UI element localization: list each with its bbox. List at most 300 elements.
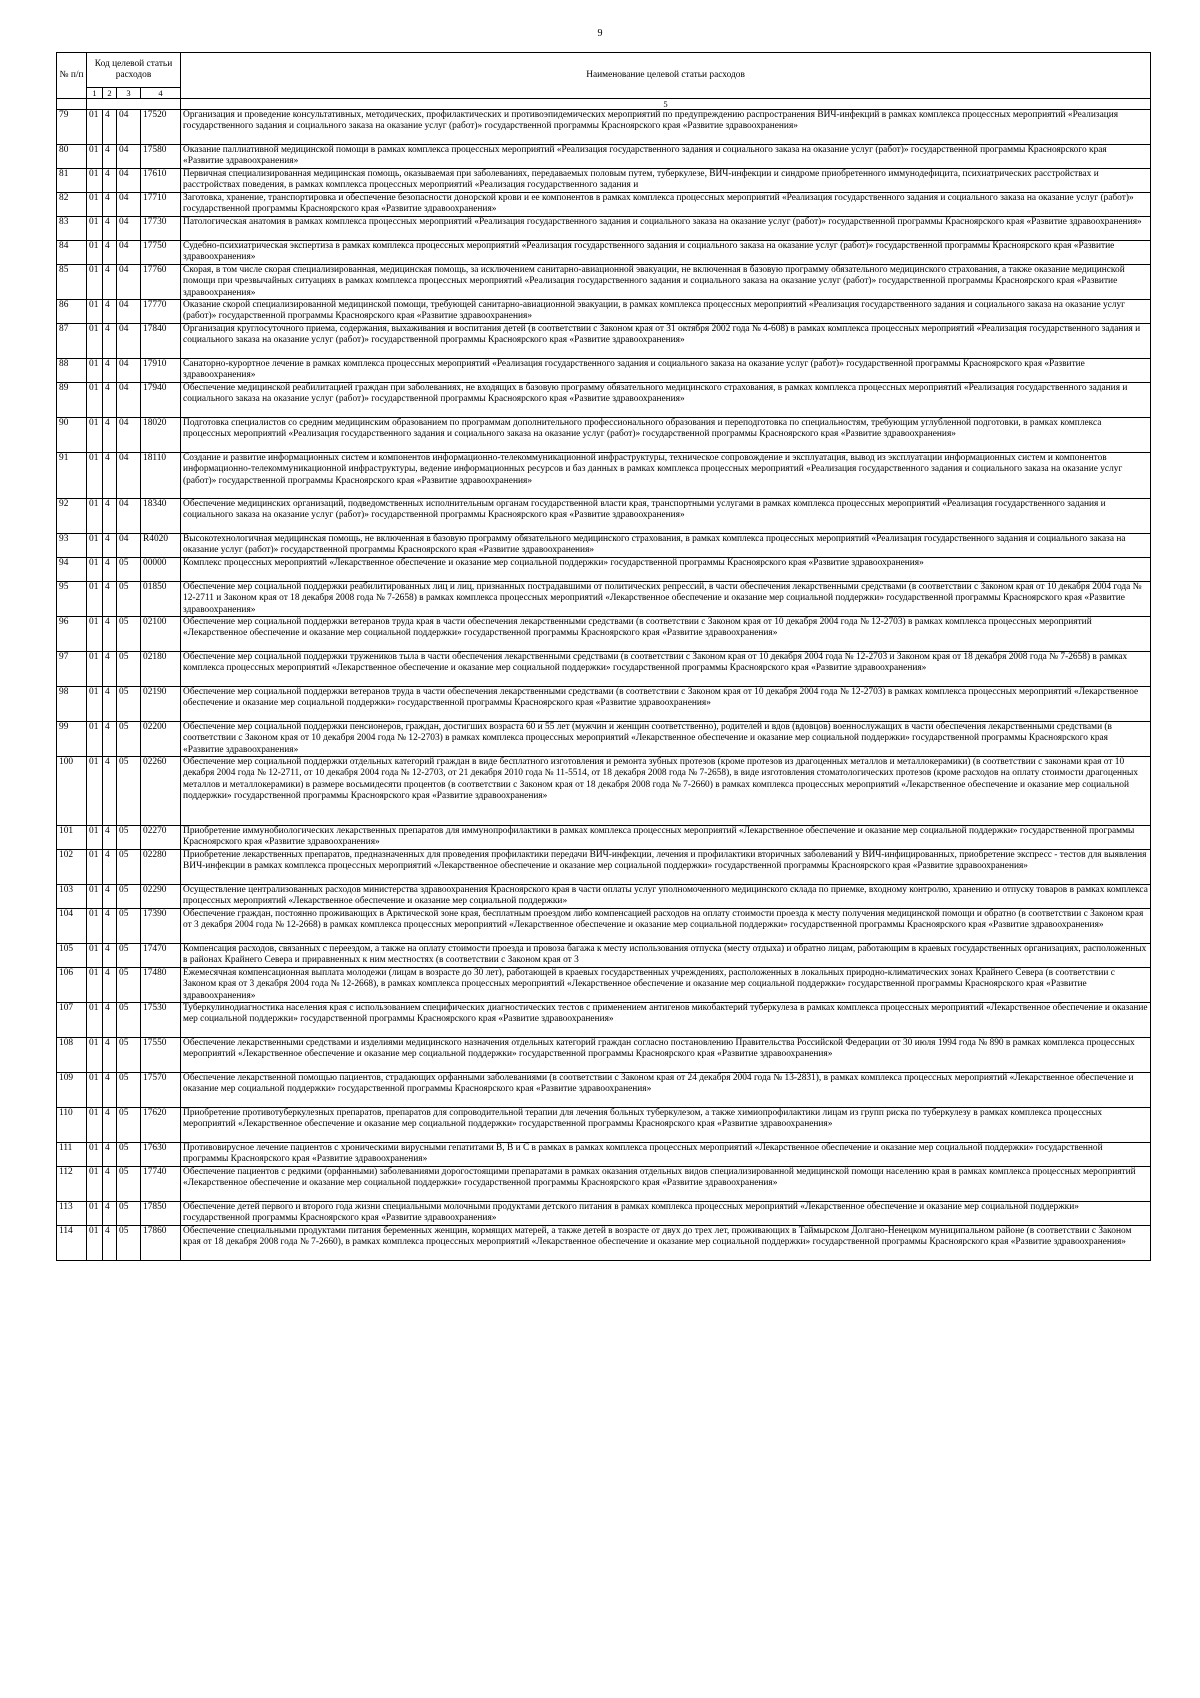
code-program: 01 xyxy=(87,169,103,193)
row-description-text: Приобретение иммунобиологических лекарственных препаратов для иммунопрофилактики в рамках комплекса процессных мероприятий «Лекарственное обеспечение и оказание мер социальной поддержки» государственной программы Красноярского края «Развитие здравоохранения» xyxy=(183,826,1135,848)
row-number: 93 xyxy=(57,534,87,558)
row-description-text: Туберкулинодиагностика населения края с использованием специфических диагностических тестов с применением антигенов микобактерий туберкулеза в рамках комплекса процессных мероприятий «Лекарственное обеспечение и оказание мер социальной поддержки» государственной программы Красноярского края «Развитие здравоохранения» xyxy=(183,1003,1148,1025)
code-direction: 18020 xyxy=(141,418,181,453)
code-direction: 17770 xyxy=(141,300,181,324)
header-num: № п/п xyxy=(57,53,87,99)
code-group: 04 xyxy=(117,110,141,145)
code-subprogram: 4 xyxy=(103,944,117,968)
table-row xyxy=(57,110,1151,145)
code-group: 04 xyxy=(117,169,141,193)
row-description xyxy=(181,652,1151,687)
row-description xyxy=(181,383,1151,418)
code-program: 01 xyxy=(87,582,103,617)
table-row xyxy=(57,145,1151,169)
row-description xyxy=(181,885,1151,909)
code-program: 01 xyxy=(87,1073,103,1108)
row-description xyxy=(181,968,1151,1003)
table-row xyxy=(57,1003,1151,1038)
code-group: 05 xyxy=(117,1202,141,1226)
code-subprogram: 4 xyxy=(103,1073,117,1108)
table-row xyxy=(57,418,1151,453)
code-program: 01 xyxy=(87,241,103,265)
row-description-text: Организация и проведение консультативных, методических, профилактических и противоэпидемических мероприятий по предупреждению распространения ВИЧ-инфекций в рамках комплекса процессных мероприятий «Реализация государственного задания и социального заказа на оказание услуг (работ)» государственной программы Красноярского края «Развитие здравоохранения» xyxy=(183,110,1119,132)
row-description-text: Патологическая анатомия в рамках комплекса процессных мероприятий «Реализация государственного задания и социального заказа на оказание услуг (работ)» государственной программы Красноярского края «Развитие здравоохранения» xyxy=(183,217,1142,227)
code-subprogram: 4 xyxy=(103,499,117,534)
code-subprogram: 4 xyxy=(103,383,117,418)
table-row xyxy=(57,453,1151,499)
code-direction: 17620 xyxy=(141,1108,181,1143)
code-subprogram: 4 xyxy=(103,558,117,582)
code-subprogram: 4 xyxy=(103,359,117,383)
row-description-text: Обеспечение медицинской реабилитацией граждан при заболеваниях, не входящих в базовую программу обязательного медицинского страхования, в рамках комплекса процессных мероприятий «Реализация государственного задания и социального заказа на оказание услуг (работ)» государственной программы Красноярского края «Развитие здравоохранения» xyxy=(183,383,1128,405)
row-description-text: Обеспечение детей первого и второго года жизни специальными молочными продуктами детского питания в рамках комплекса процессных мероприятий «Лекарственное обеспечение и оказание мер социальной поддержки» государственной программы Красноярского края «Развитие здравоохранения» xyxy=(183,1202,1079,1224)
code-group: 04 xyxy=(117,241,141,265)
code-group: 05 xyxy=(117,757,141,826)
row-number: 99 xyxy=(57,722,87,757)
code-program: 01 xyxy=(87,453,103,499)
code-program: 01 xyxy=(87,265,103,300)
code-subprogram: 4 xyxy=(103,1003,117,1038)
table-row xyxy=(57,265,1151,300)
col-num-spacer xyxy=(87,99,181,110)
row-description xyxy=(181,1003,1151,1038)
row-description-text: Обеспечение лекарственными средствами и изделиями медицинского назначения отдельных категорий граждан согласно постановлению Правительства Российской Федерации от 30 июля 1994 года № 890 в рамках комплекса процессных мероприятий «Лекарственное обеспечение и оказание мер социальной поддержки» государственной программы Красноярского края «Развитие здравоохранения» xyxy=(183,1038,1135,1060)
row-description-text: Обеспечение медицинских организаций, подведомственных исполнительным органам государственной власти края, транспортными услугами в рамках комплекса процессных мероприятий «Реализация государственного задания и социального заказа на оказание услуг (работ)» государственной программы Красноярского края «Развитие здравоохранения» xyxy=(183,499,1106,521)
code-direction: 02260 xyxy=(141,757,181,826)
code-direction: 02200 xyxy=(141,722,181,757)
code-group: 05 xyxy=(117,968,141,1003)
table-row xyxy=(57,217,1151,241)
table-row xyxy=(57,324,1151,359)
code-group: 04 xyxy=(117,534,141,558)
code-group: 05 xyxy=(117,826,141,850)
table-row xyxy=(57,652,1151,687)
row-number: 81 xyxy=(57,169,87,193)
row-number: 86 xyxy=(57,300,87,324)
col-num-4: 4 xyxy=(141,88,181,99)
table-row xyxy=(57,193,1151,217)
table-row xyxy=(57,169,1151,193)
table-row xyxy=(57,534,1151,558)
code-group: 05 xyxy=(117,1226,141,1261)
code-direction: 01850 xyxy=(141,582,181,617)
table-row xyxy=(57,1073,1151,1108)
table-row xyxy=(57,687,1151,722)
row-description-text: Высокотехнологичная медицинская помощь, не включенная в базовую программу обязательного медицинского страхования, в рамках комплекса процессных мероприятий «Реализация государственного задания и социального заказа на оказание услуг (работ)» государственной программы Красноярского края «Развитие здравоохранения» xyxy=(183,534,1126,556)
code-group: 05 xyxy=(117,885,141,909)
row-description xyxy=(181,909,1151,944)
code-program: 01 xyxy=(87,499,103,534)
code-program: 01 xyxy=(87,1038,103,1073)
code-group: 04 xyxy=(117,324,141,359)
code-program: 01 xyxy=(87,1108,103,1143)
code-direction: 17710 xyxy=(141,193,181,217)
code-subprogram: 4 xyxy=(103,453,117,499)
row-number: 109 xyxy=(57,1073,87,1108)
code-group: 05 xyxy=(117,722,141,757)
code-direction: 17910 xyxy=(141,359,181,383)
row-number: 79 xyxy=(57,110,87,145)
code-group: 04 xyxy=(117,418,141,453)
code-subprogram: 4 xyxy=(103,217,117,241)
row-number: 83 xyxy=(57,217,87,241)
code-program: 01 xyxy=(87,1226,103,1261)
code-direction: 17580 xyxy=(141,145,181,169)
row-number: 98 xyxy=(57,687,87,722)
code-direction: 02100 xyxy=(141,617,181,652)
code-program: 01 xyxy=(87,968,103,1003)
code-direction: 17550 xyxy=(141,1038,181,1073)
row-description-text: Осуществление централизованных расходов министерства здравоохранения Красноярского края в части оплаты услуг уполномоченного медицинского склада по приемке, входному контролю, хранению и отпуску товаров в рамках комплекса процессных мероприятий «Лекарственное обеспечение и оказание мер социальной поддержки» xyxy=(183,885,1148,907)
code-program: 01 xyxy=(87,826,103,850)
row-description-text: Организация круглосуточного приема, содержания, выхаживания и воспитания детей (в соответствии с Законом края от 31 октября 2002 года № 4-608) в рамках комплекса процессных мероприятий «Реализация государственного задания и социального заказа на оказание услуг (работ)» государственной программы Красноярского края «Развитие здравоохранения» xyxy=(183,324,1141,346)
table-row xyxy=(57,968,1151,1003)
code-direction: 17470 xyxy=(141,944,181,968)
row-description-text: Обеспечение мер социальной поддержки пенсионеров, граждан, достигших возраста 60 и 55 лет (мужчин и женщин соответственно), родителей и вдов (вдовцов) военнослужащих в части обеспечения лекарственными средствами (в соответствии с Законом края от 10 декабря 2004 года № 12-2703) в рамках комплекса процессных мероприятий «Лекарственное обеспечение и оказание мер социальной поддержки» государственной программы Красноярского края «Развитие здравоохранения» xyxy=(183,722,1112,755)
code-direction: 02190 xyxy=(141,687,181,722)
code-direction: 17520 xyxy=(141,110,181,145)
code-subprogram: 4 xyxy=(103,1143,117,1167)
code-group: 04 xyxy=(117,145,141,169)
row-description xyxy=(181,324,1151,359)
row-description-text: Создание и развитие информационных систем и компонентов информационно-телекоммуникационной инфраструктуры, техническое сопровождение и эксплуатация, вывод из эксплуатации информационных систем и компонентов информационно-телекоммуникационной инфраструктуры, ведение информационных ресурсов и баз данных в рамках комплекса процессных мероприятий «Реализация государственного задания и социального заказа на оказание услуг (работ)» государственной программы Красноярского края «Развитие здравоохранения» xyxy=(183,453,1123,486)
row-description xyxy=(181,534,1151,558)
code-subprogram: 4 xyxy=(103,687,117,722)
row-number: 96 xyxy=(57,617,87,652)
code-program: 01 xyxy=(87,617,103,652)
code-group: 05 xyxy=(117,909,141,944)
row-description-text: Обеспечение граждан, постоянно проживающих в Арктической зоне края, бесплатным проездом либо компенсацией расходов на оплату стоимости проезда к месту получения медицинской помощи и обратно (в соответствии с Законом края от 3 декабря 2004 года № 12-2668) в рамках комплекса процессных мероприятий «Лекарственное обеспечение и оказание мер социальной поддержки» государственной программы Красноярского края «Развитие здравоохранения» xyxy=(183,909,1144,931)
row-description xyxy=(181,687,1151,722)
row-number: 84 xyxy=(57,241,87,265)
row-description xyxy=(181,1143,1151,1167)
row-description-text: Обеспечение мер социальной поддержки отдельных категорий граждан в виде бесплатного изготовления и ремонта зубных протезов (кроме протезов из драгоценных металлов и металлокерамики) (в соответствии с законами края от 10 декабря 2004 года № 12-2711, от 10 декабря 2004 года № 12-2703, от 21 декабря 2010 года № 11-5514, от 18 декабря 2008 года № 7-2658), в виде изготовления стоматологических протезов (кроме расходов на оплату стоимости драгоценных металлов и металлокерамики) в размере восьмидесяти процентов (в соответствии с Законом края от 18 декабря 2008 года № 7-2660) в рамках комплекса процессных мероприятий «Лекарственное обеспечение и оказание мер социальной поддержки» государственной программы Красноярского края «Развитие здравоохранения» xyxy=(183,757,1139,801)
row-description-text: Заготовка, хранение, транспортировка и обеспечение безопасности донорской крови и ее компонентов в рамках комплекса процессных мероприятий «Реализация государственного задания и социального заказа на оказание услуг (работ)» государственной программы Красноярского края «Развитие здравоохранения» xyxy=(183,193,1134,215)
code-direction: 02280 xyxy=(141,850,181,885)
code-subprogram: 4 xyxy=(103,110,117,145)
code-program: 01 xyxy=(87,944,103,968)
code-program: 01 xyxy=(87,418,103,453)
code-program: 01 xyxy=(87,1003,103,1038)
code-direction: 17530 xyxy=(141,1003,181,1038)
table-row xyxy=(57,582,1151,617)
row-description-text: Приобретение противотуберкулезных препаратов, препаратов для сопроводительной терапии для лечения больных туберкулезом, а также химиопрофилактики лицам из групп риска по туберкулезу в рамках комплекса процессных мероприятий «Лекарственное обеспечение и оказание мер социальной поддержки» государственной программы Красноярского края «Развитие здравоохранения» xyxy=(183,1108,1103,1130)
row-number: 103 xyxy=(57,885,87,909)
row-description-text: Обеспечение мер социальной поддержки тружеников тыла в части обеспечения лекарственными средствами (в соответствии с Законом края от 10 декабря 2004 года № 12-2703 и Законом края от 18 декабря 2008 года № 7-2658) в рамках комплекса процессных мероприятий «Лекарственное обеспечение и оказание мер социальной поддержки» государственной программы Красноярского края «Развитие здравоохранения» xyxy=(183,652,1128,674)
row-description xyxy=(181,193,1151,217)
code-group: 05 xyxy=(117,558,141,582)
row-description xyxy=(181,850,1151,885)
row-description-text: Оказание паллиативной медицинской помощи в рамках комплекса процессных мероприятий «Реализация государственного задания и социального заказа на оказание услуг (работ)» государственной программы Красноярского края «Развитие здравоохранения» xyxy=(183,145,1107,167)
row-number: 112 xyxy=(57,1167,87,1202)
row-description-text: Приобретение лекарственных препаратов, предназначенных для проведения профилактики передачи ВИЧ-инфекции, лечения и профилактики вторичных заболеваний у ВИЧ-инфицированных, приобретение экспресс - тестов для выявления ВИЧ-инфекции в рамках комплекса процессных мероприятий «Лекарственное обеспечение и оказание мер социальной поддержки» государственной программы Красноярского края «Развитие здравоохранения» xyxy=(183,850,1147,872)
code-subprogram: 4 xyxy=(103,534,117,558)
code-group: 05 xyxy=(117,582,141,617)
code-direction: 17630 xyxy=(141,1143,181,1167)
table-row xyxy=(57,617,1151,652)
row-description xyxy=(181,944,1151,968)
code-program: 01 xyxy=(87,722,103,757)
row-description-text: Комплекс процессных мероприятий «Лекарственное обеспечение и оказание мер социальной поддержки» государственной программы Красноярского края «Развитие здравоохранения» xyxy=(183,558,924,568)
row-description xyxy=(181,265,1151,300)
table-row xyxy=(57,757,1151,826)
row-description xyxy=(181,241,1151,265)
code-group: 05 xyxy=(117,850,141,885)
code-group: 04 xyxy=(117,193,141,217)
code-subprogram: 4 xyxy=(103,193,117,217)
table-row xyxy=(57,499,1151,534)
row-number: 104 xyxy=(57,909,87,944)
code-group: 05 xyxy=(117,1108,141,1143)
table-column-number-row-2 xyxy=(57,99,1151,110)
table-row xyxy=(57,850,1151,885)
code-subprogram: 4 xyxy=(103,241,117,265)
row-number: 94 xyxy=(57,558,87,582)
row-number: 82 xyxy=(57,193,87,217)
code-subprogram: 4 xyxy=(103,1038,117,1073)
code-subprogram: 4 xyxy=(103,324,117,359)
table-row xyxy=(57,722,1151,757)
row-number: 100 xyxy=(57,757,87,826)
row-number: 108 xyxy=(57,1038,87,1073)
code-subprogram: 4 xyxy=(103,418,117,453)
code-subprogram: 4 xyxy=(103,145,117,169)
code-direction: 18340 xyxy=(141,499,181,534)
row-description xyxy=(181,757,1151,826)
code-direction: 17760 xyxy=(141,265,181,300)
row-number: 110 xyxy=(57,1108,87,1143)
code-subprogram: 4 xyxy=(103,1108,117,1143)
code-direction: 17940 xyxy=(141,383,181,418)
row-number: 88 xyxy=(57,359,87,383)
row-description xyxy=(181,1226,1151,1261)
table-row xyxy=(57,944,1151,968)
row-number: 97 xyxy=(57,652,87,687)
row-number: 80 xyxy=(57,145,87,169)
code-subprogram: 4 xyxy=(103,885,117,909)
row-number: 89 xyxy=(57,383,87,418)
code-group: 05 xyxy=(117,1038,141,1073)
code-direction: 02180 xyxy=(141,652,181,687)
code-program: 01 xyxy=(87,534,103,558)
row-number: 91 xyxy=(57,453,87,499)
table-row xyxy=(57,1108,1151,1143)
table-row xyxy=(57,1038,1151,1073)
row-number: 90 xyxy=(57,418,87,453)
code-group: 05 xyxy=(117,1073,141,1108)
table-header-row xyxy=(57,53,1151,88)
code-direction: 17840 xyxy=(141,324,181,359)
row-description-text: Санаторно-курортное лечение в рамках комплекса процессных мероприятий «Реализация государственного задания и социального заказа на оказание услуг (работ)» государственной программы Красноярского края «Развитие здравоохранения» xyxy=(183,359,1085,381)
code-program: 01 xyxy=(87,1143,103,1167)
table-body xyxy=(57,110,1151,1261)
code-program: 01 xyxy=(87,193,103,217)
code-program: 01 xyxy=(87,909,103,944)
row-description xyxy=(181,1202,1151,1226)
row-description xyxy=(181,1167,1151,1202)
code-program: 01 xyxy=(87,1167,103,1202)
code-group: 04 xyxy=(117,499,141,534)
header-code: Код целевой статьи расходов xyxy=(87,53,181,88)
code-program: 01 xyxy=(87,687,103,722)
code-subprogram: 4 xyxy=(103,652,117,687)
table-row xyxy=(57,359,1151,383)
code-direction: 18110 xyxy=(141,453,181,499)
table-row xyxy=(57,300,1151,324)
code-program: 01 xyxy=(87,110,103,145)
table-row xyxy=(57,1226,1151,1261)
code-direction: 17750 xyxy=(141,241,181,265)
row-description-text: Подготовка специалистов со средним медицинским образованием по программам дополнительного профессионального образования и переподготовка по специальностям, требующим углубленной подготовки, в рамках комплекса процессных мероприятий «Реализация государственного задания и социального заказа на оказание услуг (работ)» государственной программы Красноярского края «Развитие здравоохранения» xyxy=(183,418,1102,440)
code-direction: 00000 xyxy=(141,558,181,582)
row-number: 111 xyxy=(57,1143,87,1167)
table-row xyxy=(57,826,1151,850)
row-number: 106 xyxy=(57,968,87,1003)
row-description xyxy=(181,1108,1151,1143)
row-number: 113 xyxy=(57,1202,87,1226)
code-subprogram: 4 xyxy=(103,826,117,850)
table-row xyxy=(57,885,1151,909)
col-num-3: 3 xyxy=(117,88,141,99)
row-description xyxy=(181,826,1151,850)
page-number: 9 xyxy=(597,28,603,39)
row-number: 107 xyxy=(57,1003,87,1038)
row-description-text: Противовирусное лечение пациентов с хроническими вирусными гепатитами В, В и С в рамках в рамках комплекса процессных мероприятий «Лекарственное обеспечение и оказание мер социальной поддержки» государственной программы Красноярского края «Развитие здравоохранения» xyxy=(183,1143,1103,1165)
row-description xyxy=(181,722,1151,757)
row-description xyxy=(181,558,1151,582)
table-row xyxy=(57,383,1151,418)
row-description xyxy=(181,582,1151,617)
table-row xyxy=(57,241,1151,265)
target-expense-table xyxy=(56,52,1151,1261)
col-num-1: 1 xyxy=(87,88,103,99)
table-row xyxy=(57,558,1151,582)
code-subprogram: 4 xyxy=(103,582,117,617)
row-description xyxy=(181,300,1151,324)
row-description-text: Обеспечение мер социальной поддержки ветеранов труда края в части обеспечения лекарственными средствами (в соответствии с Законом края от 10 декабря 2004 года № 12-2703) в рамках комплекса процессных мероприятий «Лекарственное обеспечение и оказание мер социальной поддержки» государственной программы Красноярского края «Развитие здравоохранения» xyxy=(183,617,1092,639)
code-group: 05 xyxy=(117,617,141,652)
row-description xyxy=(181,169,1151,193)
code-group: 05 xyxy=(117,944,141,968)
code-group: 04 xyxy=(117,217,141,241)
row-number: 87 xyxy=(57,324,87,359)
row-description xyxy=(181,217,1151,241)
code-direction: 17860 xyxy=(141,1226,181,1261)
row-description-text: Обеспечение лекарственной помощью пациентов, страдающих орфанными заболеваниями (в соответствии с Законом края от 24 декабря 2004 года № 13-2831), в рамках комплекса процессных мероприятий «Лекарственное обеспечение и оказание мер социальной поддержки» государственной программы Красноярского края «Развитие здравоохранения» xyxy=(183,1073,1134,1095)
table-row xyxy=(57,1143,1151,1167)
row-description-text: Обеспечение специальными продуктами питания беременных женщин, кормящих матерей, а также детей в возрасте от двух до трех лет, проживающих в Таймырском Долгано-Ненецком муниципальном районе (в соответствии с Законом края от 18 декабря 2008 года № 7-2660), в рамках комплекса процессных мероприятий «Лекарственное обеспечение и оказание мер социальной поддержки» государственной программы Красноярского края «Развитие здравоохранения» xyxy=(183,1226,1132,1248)
code-program: 01 xyxy=(87,359,103,383)
row-description-text: Компенсация расходов, связанных с переездом, а также на оплату стоимости проезда и провоза багажа к месту использования отпуска (месту отдыха) и обратно лицам, работающим в краевых государственных организациях, расположенных в районах Крайнего Севера и приравненных к ним местностях (в соответствии с Законом края от 3 xyxy=(183,944,1147,966)
code-direction: 02290 xyxy=(141,885,181,909)
code-program: 01 xyxy=(87,324,103,359)
code-direction: 02270 xyxy=(141,826,181,850)
code-subprogram: 4 xyxy=(103,265,117,300)
header-name: Наименование целевой статьи расходов xyxy=(181,53,1151,99)
row-description-text: Обеспечение пациентов с редкими (орфанными) заболеваниями дорогостоящими препаратами в рамках оказания отдельных видов специализированной медицинской помощи населению края в рамках комплекса процессных мероприятий «Лекарственное обеспечение и оказание мер социальной поддержки» государственной программы Красноярского края «Развитие здравоохранения» xyxy=(183,1167,1136,1189)
code-group: 04 xyxy=(117,453,141,499)
row-number: 92 xyxy=(57,499,87,534)
code-direction: 17850 xyxy=(141,1202,181,1226)
row-number: 101 xyxy=(57,826,87,850)
row-description xyxy=(181,1073,1151,1108)
code-subprogram: 4 xyxy=(103,968,117,1003)
code-program: 01 xyxy=(87,757,103,826)
code-subprogram: 4 xyxy=(103,909,117,944)
code-program: 01 xyxy=(87,1202,103,1226)
code-subprogram: 4 xyxy=(103,757,117,826)
code-subprogram: 4 xyxy=(103,850,117,885)
code-subprogram: 4 xyxy=(103,617,117,652)
row-description-text: Обеспечение мер социальной поддержки ветеранов труда в части обеспечения лекарственными средствами (в соответствии с Законом края от 10 декабря 2004 года № 12-2703) в рамках комплекса процессных мероприятий «Лекарственное обеспечение и оказание мер социальной поддержки» государственной программы Красноярского края «Развитие здравоохранения» xyxy=(183,687,1139,709)
row-description xyxy=(181,453,1151,499)
code-program: 01 xyxy=(87,145,103,169)
code-program: 01 xyxy=(87,885,103,909)
code-program: 01 xyxy=(87,383,103,418)
code-program: 01 xyxy=(87,217,103,241)
code-direction: 17610 xyxy=(141,169,181,193)
row-description xyxy=(181,499,1151,534)
code-group: 05 xyxy=(117,652,141,687)
code-program: 01 xyxy=(87,652,103,687)
col-num-empty xyxy=(57,99,87,110)
code-direction: R4020 xyxy=(141,534,181,558)
code-program: 01 xyxy=(87,300,103,324)
row-number: 85 xyxy=(57,265,87,300)
code-subprogram: 4 xyxy=(103,169,117,193)
row-description xyxy=(181,617,1151,652)
code-subprogram: 4 xyxy=(103,1167,117,1202)
row-description-text: Судебно-психиатрическая экспертиза в рамках комплекса процессных мероприятий «Реализация государственного задания и социального заказа на оказание услуг (работ)» государственной программы Красноярского края «Развитие здравоохранения» xyxy=(183,241,1115,263)
code-program: 01 xyxy=(87,558,103,582)
row-description-text: Оказание скорой специализированной медицинской помощи, требующей санитарно-авиационной эвакуации, в рамках комплекса процессных мероприятий «Реализация государственного задания и социального заказа на оказание услуг (работ)» государственной программы Красноярского края «Развитие здравоохранения» xyxy=(183,300,1126,322)
code-group: 04 xyxy=(117,359,141,383)
table-row xyxy=(57,1202,1151,1226)
code-group: 05 xyxy=(117,687,141,722)
code-direction: 17730 xyxy=(141,217,181,241)
code-program: 01 xyxy=(87,850,103,885)
row-description-text: Ежемесячная компенсационная выплата молодежи (лицам в возрасте до 30 лет), работающей в краевых государственных учреждениях, расположенных в локальных природно-климатических зонах Крайнего Севера (в соответствии с Законом края от 3 декабря 2004 года № 12-2668), в рамках комплекса процессных мероприятий «Лекарственное обеспечение и оказание мер социальной поддержки» государственной программы Красноярского края «Развитие здравоохранения» xyxy=(183,968,1115,1001)
row-description xyxy=(181,418,1151,453)
code-subprogram: 4 xyxy=(103,1226,117,1261)
code-group: 05 xyxy=(117,1143,141,1167)
code-group: 04 xyxy=(117,300,141,324)
row-description xyxy=(181,110,1151,145)
code-group: 05 xyxy=(117,1003,141,1038)
row-description xyxy=(181,359,1151,383)
row-number: 105 xyxy=(57,944,87,968)
row-number: 102 xyxy=(57,850,87,885)
row-description-text: Первичная специализированная медицинская помощь, оказываемая при заболеваниях, передаваемых половым путем, туберкулезе, ВИЧ-инфекции и синдроме приобретенного иммунодефицита, психиатрических расстройствах и расстройствах поведения, в рамках комплекса процессных мероприятий «Реализация государственного задания и xyxy=(183,169,1099,191)
row-number: 114 xyxy=(57,1226,87,1261)
row-description-text: Обеспечение мер социальной поддержки реабилитированных лиц и лиц, признанных пострадавшими от политических репрессий, в части обеспечения лекарственными средствами (в соответствии с Законом края от 10 декабря 2004 года № 12-2711 и Законом края от 18 декабря 2008 года № 7-2658) в рамках комплекса процессных мероприятий «Лекарственное обеспечение и оказание мер социальной поддержки» государственной программы Красноярского края «Развитие здравоохранения» xyxy=(183,582,1142,615)
code-subprogram: 4 xyxy=(103,1202,117,1226)
code-direction: 17740 xyxy=(141,1167,181,1202)
code-direction: 17390 xyxy=(141,909,181,944)
code-group: 05 xyxy=(117,1167,141,1202)
col-num-2: 2 xyxy=(103,88,117,99)
row-description xyxy=(181,145,1151,169)
table-row xyxy=(57,1167,1151,1202)
table-row xyxy=(57,909,1151,944)
code-subprogram: 4 xyxy=(103,300,117,324)
code-direction: 17480 xyxy=(141,968,181,1003)
code-direction: 17570 xyxy=(141,1073,181,1108)
code-group: 04 xyxy=(117,383,141,418)
col-num-5: 5 xyxy=(181,99,1151,110)
row-number: 95 xyxy=(57,582,87,617)
row-description-text: Скорая, в том числе скорая специализированная, медицинская помощь, за исключением санитарно-авиационной эвакуации, не включенная в базовую программу обязательного медицинского страхования, а также оказание медицинской помощи при чрезвычайных ситуациях в рамках комплекса процессных мероприятий «Реализация государственного задания и социального заказа на оказание услуг (работ)» государственной программы Красноярского края «Развитие здравоохранения» xyxy=(183,265,1125,298)
